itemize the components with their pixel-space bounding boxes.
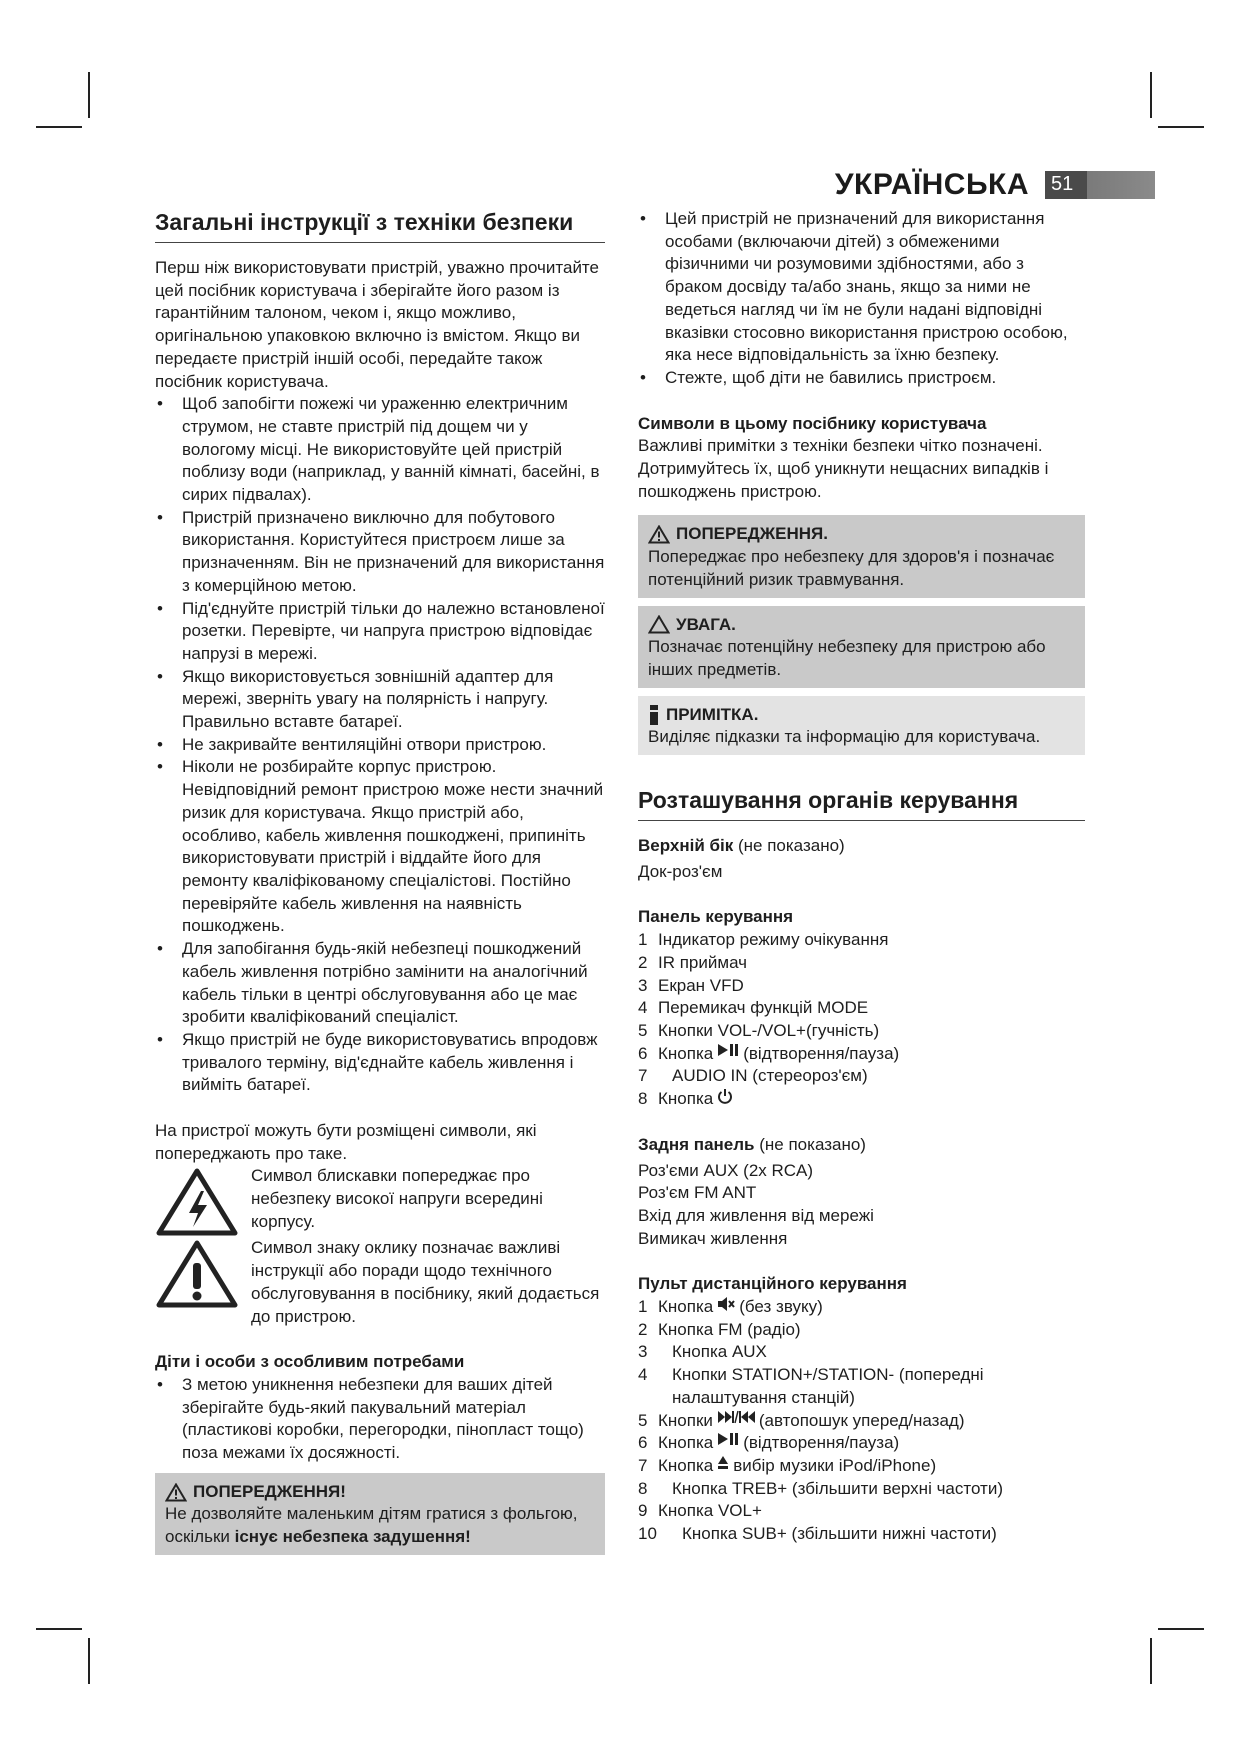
warning-text: Не дозволяйте маленьким дітям гратися з фольгою, оскільки існує небезпека задушення!: [165, 1504, 578, 1547]
list-item: 2 IR приймач: [638, 952, 748, 972]
play-pause-icon: [717, 1043, 739, 1057]
crop-mark: [36, 1628, 82, 1630]
exclamation-warning-icon: [155, 1239, 239, 1309]
list-item: 1 Кнопка (без звуку): [638, 1297, 823, 1317]
rear-item: Вхід для живлення від мережі: [638, 1205, 874, 1225]
warning-title: ПОПЕРЕДЖЕННЯ!: [193, 1481, 346, 1501]
note-text: Виділяє підказки та інформацію для користувача.: [648, 727, 1041, 747]
crop-mark: [1158, 126, 1204, 128]
left-column: [155, 208, 605, 1563]
remote-title: Пульт дистанційного керування: [638, 1274, 907, 1294]
info-icon: [648, 705, 660, 725]
list-item: 6 Кнопка (відтворення/пауза): [638, 1043, 900, 1063]
children-list: [155, 1374, 605, 1465]
rear-panel-heading: Задня панель (не показано): [638, 1134, 866, 1154]
symbol-exclamation-row: [155, 1237, 605, 1328]
list-item: 3 Екран VFD: [638, 975, 744, 995]
children-title: Діти і особи з особливим потребами: [155, 1352, 465, 1372]
crop-mark: [88, 1638, 90, 1684]
rear-item: Роз'єми AUX (2x RCA): [638, 1160, 814, 1180]
list-item: 8 Кнопка TREB+ (збільшити верхні частоти): [638, 1478, 1004, 1498]
power-icon: [717, 1088, 733, 1104]
note-title: ПРИМІТКА.: [666, 704, 759, 724]
list-item: 6 Кнопка (відтворення/пауза): [638, 1433, 900, 1453]
panel-title: Панель керування: [638, 907, 794, 927]
skip-icon: [717, 1410, 755, 1424]
list-item: 5 Кнопки VOL-/VOL+(гучність): [638, 1020, 880, 1040]
crop-mark: [1150, 1638, 1152, 1684]
list-item: 9 Кнопка VOL+: [638, 1501, 762, 1521]
children-warning-box: [155, 1473, 605, 1555]
list-item: • З метою уникнення небезпеки для ваших дітей зберігайте будь-який пакувальний матеріал (пластикові коробки, перегородки, пінопласт тощо) поза межами їх досяжності.: [155, 1374, 605, 1465]
crop-mark: [88, 72, 90, 118]
list-item: 7 AUDIO IN (стереороз'єм): [638, 1066, 868, 1086]
caution-triangle-icon: [648, 615, 670, 634]
note-title: УВАГА.: [676, 614, 736, 634]
list-item: 4 Кнопки STATION+/STATION- (попередні налаштування станцій): [638, 1365, 984, 1407]
list-item: • Не закривайте вентиляційні отвори пристрою.: [155, 734, 605, 757]
note-caution: [638, 606, 1085, 688]
warning-heading: [165, 1481, 595, 1504]
crop-mark: [1158, 1628, 1204, 1630]
list-item: • Якщо використовується зовнішній адаптер для мережі, зверніть увагу на полярність і напругу. Правильно вставте батареї.: [155, 666, 605, 734]
panel-list: [638, 929, 1085, 1111]
mute-icon: [717, 1296, 735, 1312]
list-item: 3 Кнопка AUX: [638, 1342, 767, 1362]
list-item: • Стежте, щоб діти не бавились пристроєм.: [638, 367, 1085, 390]
list-item: 10 Кнопка SUB+ (збільшити нижні частоти): [638, 1524, 997, 1544]
remote-list: [638, 1296, 1085, 1546]
note-text: Попереджає про небезпеку для здоров'я і позначає потенційний ризик травмування.: [648, 547, 1055, 589]
list-item: • Під'єднуйте пристрій тільки до належно встановленої розетки. Перевірте, чи напруга пристрою відповідає напрузі в мережі.: [155, 598, 605, 666]
warning-bold-text: існує небезпека задушення!: [234, 1527, 471, 1547]
list-item: 4 Перемикач функцій MODE: [638, 998, 869, 1018]
note-warning: [638, 515, 1085, 597]
list-item: • Ніколи не розбирайте корпус пристрою. Невідповідний ремонт пристрою може нести значний ризик для користувача. Якщо пристрій або, особливо, кабель живлення пошкоджені, припиніть використовувати пристрій і віддайте його для ремонту кваліфікованому спеціалістові. Постійно перевіряйте кабель живлення на наявність пошкоджень.: [155, 756, 605, 938]
warning-triangle-icon: [648, 525, 670, 544]
list-item: • Якщо пристрій не буде використовуватись впродовж тривалого терміну, від'єднайте кабель живлення і вийміть батареї.: [155, 1029, 605, 1097]
list-item: 7 Кнопка вибір музики iPod/iPhone): [638, 1455, 937, 1475]
note-text: Позначає потенційну небезпеку для пристрою або інших предметів.: [648, 637, 1046, 679]
page-number: 51: [1051, 173, 1074, 195]
list-item: • Щоб запобігти пожежі чи ураженню електричним струмом, не ставте пристрій під дощем чи у вологому місці. Не використовуйте цей пристрій поблизу води (наприклад, у ванній кімнаті, басейні, в сирих підвалах).: [155, 393, 605, 507]
safety-list: [155, 393, 605, 1097]
rear-item: Вимикач живлення: [638, 1228, 788, 1248]
page-header: [835, 168, 1155, 202]
note-info: [638, 696, 1085, 755]
top-side-heading: Верхній бік (не показано): [638, 836, 845, 856]
list-item: 5 Кнопки (автопошук уперед/назад): [638, 1410, 965, 1430]
note-title: ПОПЕРЕДЖЕННЯ.: [676, 524, 828, 544]
list-item: 2 Кнопка FM (радіо): [638, 1319, 801, 1339]
lightning-symbol-text: Символ блискавки попереджає про небезпеку високої напруги всередині корпусу.: [251, 1166, 543, 1231]
list-item: • Для запобігання будь-якій небезпеці пошкоджений кабель живлення потрібно замінити на аналогічний кабель тільки в центрі обслуговування або це має зробити кваліфікований спеціаліст.: [155, 938, 605, 1029]
symbols-intro: На пристрої можуть бути розміщені символи, які попереджають про таке.: [155, 1121, 537, 1163]
exclamation-symbol-text: Символ знаку оклику позначає важливі інструкції або поради щодо технічного обслуговування в посібнику, який додається до пристрою.: [251, 1238, 600, 1326]
safety-list-continued: [638, 208, 1085, 390]
crop-mark: [1150, 72, 1152, 118]
ipod-icon: [717, 1455, 729, 1471]
crop-mark: [36, 126, 82, 128]
page-number-box: [1045, 171, 1155, 199]
list-item: 8 Кнопка: [638, 1088, 1085, 1111]
rear-item: Роз'єм FM ANT: [638, 1183, 757, 1203]
list-item: • Цей пристрій не призначений для використання особами (включаючи дітей) з обмеженими фізичними чи розумовими здібностями, або з браком досвіду та/або знань, якщо за ними не ведеться нагляд чи їм не були надані відповідні вказівки стосовно використання пристрою особою, яка несе відповідальність за їхню безпеку.: [638, 208, 1085, 367]
controls-title: Розташування органів керування: [638, 786, 1085, 821]
lightning-warning-icon: [155, 1167, 239, 1237]
list-item: • Пристрій призначено виключно для побутового використання. Користуйтеся пристроєм лише за призначенням. Він не призначений для використання з комерційною метою.: [155, 507, 605, 598]
safety-intro: Перш ніж використовувати пристрій, уважно прочитайте цей посібник користувача і зберігайте його разом із гарантійним талоном, чеком і, якщо можливо, оригінальною упаковкою включно із вмістом. Якщо ви передаєте пристрій іншій особі, передайте також посібник користувача.: [155, 258, 599, 391]
warning-triangle-icon: [165, 1483, 187, 1502]
language-title: УКРАЇНСЬКА: [834, 168, 1029, 201]
right-column: [638, 208, 1085, 1546]
symbol-lightning-row: [155, 1165, 605, 1237]
symbols-text: Важливі примітки з техніки безпеки чітко позначені. Дотримуйтесь їх, щоб уникнути нещасних випадків і пошкоджень пристрою.: [638, 436, 1049, 501]
safety-title: Загальні інструкції з техніки безпеки: [155, 208, 605, 243]
top-side-item: Док-роз'єм: [638, 861, 723, 881]
symbols-title: Символи в цьому посібнику користувача: [638, 413, 987, 433]
list-item: 1 Індикатор режиму очікування: [638, 930, 889, 950]
play-pause-icon: [717, 1432, 739, 1446]
